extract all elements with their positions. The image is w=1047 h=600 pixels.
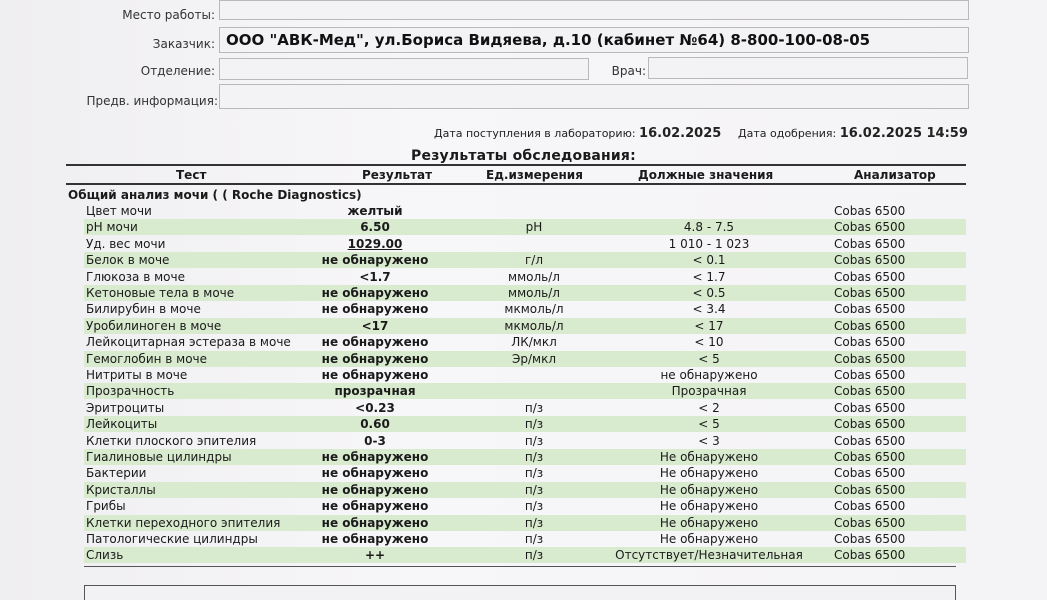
test-cell: Клетки плоского эпителия: [86, 433, 257, 448]
analyzer-cell: Cobas 6500: [834, 253, 906, 268]
received-date: [434, 126, 721, 141]
department-label: Отделение:: [140, 64, 215, 78]
analyzer-cell: Cobas 6500: [834, 286, 906, 300]
unit-cell: п/з: [524, 482, 544, 497]
footer-box: [84, 585, 956, 600]
result-cell: желтый: [347, 204, 403, 218]
col-analyzer: Анализатор: [854, 168, 936, 182]
test-cell: Прозрачность: [86, 384, 175, 399]
analyzer-cell: Cobas 6500: [834, 515, 906, 530]
unit-cell: п/з: [524, 400, 544, 415]
analyzer-cell: Cobas 6500: [834, 368, 906, 382]
table-row: [84, 465, 966, 481]
col-test: Тест: [176, 168, 207, 182]
result-cell: не обнаружено: [321, 286, 429, 300]
table-row: [84, 449, 966, 465]
department-field: [219, 58, 589, 80]
result-cell: не обнаружено: [321, 368, 429, 382]
table-row: [84, 498, 966, 514]
unit-cell: п/з: [524, 466, 544, 481]
norm-cell: < 5: [698, 351, 720, 366]
analyzer-cell: Cobas 6500: [834, 499, 906, 514]
table-row: [84, 400, 966, 416]
test-cell: Бактерии: [86, 466, 147, 481]
norm-cell: Не обнаружено: [659, 532, 759, 546]
divider-bottom: [84, 566, 956, 567]
workplace-field: [219, 0, 969, 20]
norm-cell: 4.8 - 7.5: [683, 220, 735, 235]
unit-cell: п/з: [524, 515, 544, 530]
analyzer-cell: Cobas 6500: [834, 220, 906, 235]
unit-cell: ЛК/мкл: [511, 335, 557, 350]
test-cell: Глюкоза в моче: [86, 269, 185, 284]
table-header: [84, 168, 966, 183]
analyzer-cell: Cobas 6500: [834, 318, 906, 333]
analyzer-cell: Cobas 6500: [834, 351, 906, 366]
test-cell: Кетоновые тела в моче: [86, 286, 235, 300]
unit-cell: п/з: [524, 532, 544, 546]
unit-cell: п/з: [524, 499, 544, 514]
received-label: Дата поступления в лабораторию:: [434, 127, 636, 140]
table-row: [84, 318, 966, 334]
analyzer-cell: Cobas 6500: [834, 302, 906, 317]
result-cell: <1.7: [359, 269, 391, 284]
norm-cell: Отсутствует/Незначительная: [615, 548, 803, 563]
analyzer-cell: Cobas 6500: [834, 532, 906, 546]
norm-cell: не обнаружено: [660, 368, 758, 382]
workplace-label: Место работы:: [122, 8, 215, 22]
analyzer-cell: Cobas 6500: [834, 335, 906, 350]
norm-cell: 1 010 - 1 023: [668, 236, 750, 251]
result-cell: прозрачная: [334, 384, 416, 399]
section-title: Общий анализ мочи ( ( Roche Diagnostics): [68, 188, 362, 202]
norm-cell: < 1.7: [692, 269, 726, 284]
analyzer-cell: Cobas 6500: [834, 204, 906, 218]
test-cell: Эритроциты: [86, 400, 165, 415]
unit-cell: п/з: [524, 450, 544, 464]
unit-cell: п/з: [524, 417, 544, 432]
result-cell: не обнаружено: [321, 515, 429, 530]
test-cell: Уд. вес мочи: [86, 236, 166, 251]
analyzer-cell: Cobas 6500: [834, 466, 906, 481]
norm-cell: Не обнаружено: [659, 450, 759, 464]
col-result: Результат: [362, 168, 433, 182]
divider-header: [66, 183, 966, 185]
test-cell: Билирубин в моче: [86, 302, 201, 317]
analyzer-cell: Cobas 6500: [834, 433, 906, 448]
norm-cell: Не обнаружено: [659, 466, 759, 481]
client-field: ООО "АВК-Мед", ул.Бориса Видяева, д.10 (кабинет №64) 8-800-100-08-05: [219, 27, 969, 53]
norm-cell: Не обнаружено: [659, 515, 759, 530]
test-cell: Цвет мочи: [86, 204, 152, 218]
analyzer-cell: Cobas 6500: [834, 269, 906, 284]
analyzer-cell: Cobas 6500: [834, 417, 906, 432]
unit-cell: г/л: [524, 253, 544, 268]
table-row: [84, 252, 966, 268]
col-norm: Должные значения: [638, 168, 774, 182]
analyzer-cell: Cobas 6500: [834, 384, 906, 399]
norm-cell: Не обнаружено: [659, 482, 759, 497]
approved-label: Дата одобрения:: [738, 127, 837, 140]
result-cell: 0.60: [360, 417, 390, 432]
test-cell: Клетки переходного эпителия: [86, 515, 281, 530]
test-cell: Уробилиноген в моче: [86, 318, 222, 333]
divider-top: [66, 164, 966, 166]
result-cell: <17: [361, 318, 389, 333]
result-cell: 0-3: [364, 433, 386, 448]
table-row: [84, 547, 966, 563]
table-row: [84, 367, 966, 383]
unit-cell: pH: [525, 220, 543, 235]
table-row: [84, 219, 966, 235]
norm-cell: < 2: [698, 400, 720, 415]
table-row: [84, 334, 966, 350]
result-cell: не обнаружено: [321, 302, 429, 317]
table-row: [84, 301, 966, 317]
norm-cell: Не обнаружено: [659, 499, 759, 514]
test-cell: Лейкоциты: [86, 417, 158, 432]
doctor-field: [648, 57, 968, 79]
result-cell: не обнаружено: [321, 253, 429, 268]
result-cell: не обнаружено: [321, 466, 429, 481]
unit-cell: мкмоль/л: [504, 318, 564, 333]
table-row: [84, 285, 966, 301]
table-row: [84, 515, 966, 531]
unit-cell: п/з: [524, 548, 544, 563]
test-cell: Гемоглобин в моче: [86, 351, 208, 366]
norm-cell: < 3.4: [692, 302, 726, 317]
analyzer-cell: Cobas 6500: [834, 400, 906, 415]
col-unit: Ед.измерения: [486, 168, 583, 182]
norm-cell: < 0.5: [692, 286, 726, 300]
result-cell: 6.50: [360, 220, 390, 235]
result-cell: не обнаружено: [321, 450, 429, 464]
prelim-field: [219, 84, 969, 109]
test-cell: Нитриты в моче: [86, 368, 188, 382]
table-row: [84, 482, 966, 498]
test-cell: Лейкоцитарная эстераза в моче: [86, 335, 291, 350]
table-row: [84, 383, 966, 399]
unit-cell: ммоль/л: [508, 286, 560, 300]
result-cell: не обнаружено: [321, 532, 429, 546]
test-cell: Патологические цилиндры: [86, 532, 258, 546]
unit-cell: Эр/мкл: [511, 351, 556, 366]
test-cell: Грибы: [86, 499, 126, 514]
test-cell: Гиалиновые цилиндры: [86, 450, 232, 464]
client-label: Заказчик:: [152, 37, 215, 51]
test-cell: pH мочи: [86, 220, 138, 235]
test-cell: Слизь: [86, 548, 124, 563]
result-cell: не обнаружено: [321, 335, 429, 350]
result-cell: не обнаружено: [321, 482, 429, 497]
approved-date: [738, 126, 968, 141]
table-row: [84, 203, 966, 219]
analyzer-cell: Cobas 6500: [834, 236, 906, 251]
result-cell: <0.23: [355, 400, 395, 415]
analyzer-cell: Cobas 6500: [834, 482, 906, 497]
results-title: Результаты обследования:: [411, 148, 636, 164]
table-row: [84, 351, 966, 367]
norm-cell: < 17: [694, 318, 724, 333]
test-cell: Кристаллы: [86, 482, 156, 497]
result-cell: не обнаружено: [321, 351, 429, 366]
norm-cell: < 3: [698, 433, 720, 448]
approved-value: 16.02.2025 14:59: [839, 126, 968, 141]
norm-cell: Прозрачная: [671, 384, 747, 399]
norm-cell: < 0.1: [692, 253, 726, 268]
norm-cell: < 5: [698, 417, 720, 432]
result-cell: не обнаружено: [321, 499, 429, 514]
table-row: [84, 531, 966, 547]
norm-cell: < 10: [694, 335, 724, 350]
unit-cell: п/з: [524, 433, 544, 448]
result-cell: 1029.00: [347, 236, 403, 251]
table-row: [84, 416, 966, 432]
test-cell: Белок в моче: [86, 253, 170, 268]
doctor-label: Врач:: [611, 64, 646, 78]
table-row: [84, 236, 966, 252]
analyzer-cell: Cobas 6500: [834, 450, 906, 464]
result-cell: ++: [364, 548, 386, 563]
received-value: 16.02.2025: [639, 126, 722, 141]
unit-cell: ммоль/л: [508, 269, 560, 284]
table-row: [84, 433, 966, 449]
table-row: [84, 269, 966, 285]
prelim-label: Предв. информация:: [86, 94, 218, 108]
analyzer-cell: Cobas 6500: [834, 548, 906, 563]
unit-cell: мкмоль/л: [504, 302, 564, 317]
